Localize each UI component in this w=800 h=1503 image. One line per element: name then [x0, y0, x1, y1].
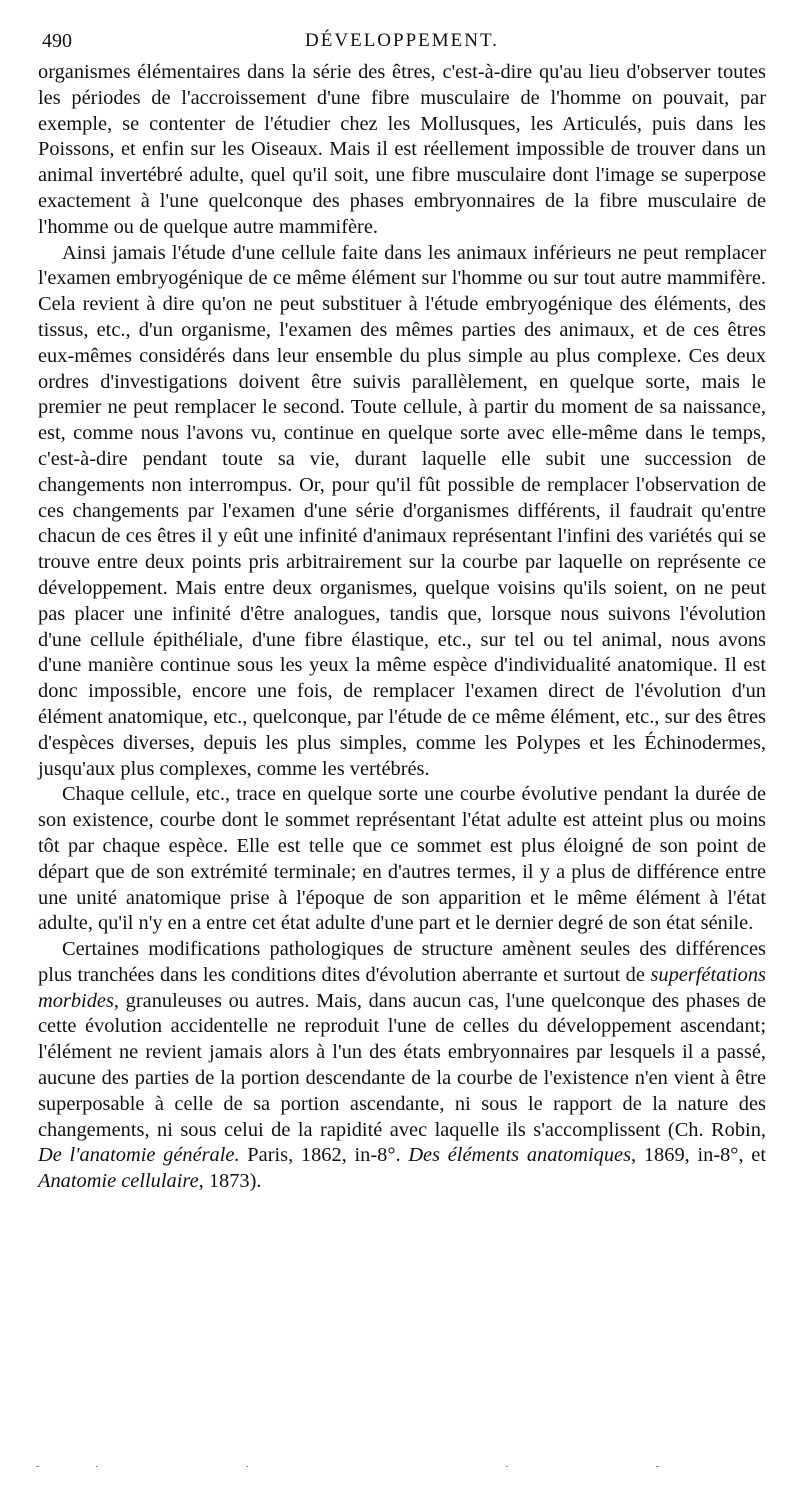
- paragraph: [38, 937, 766, 1195]
- body-text: [38, 60, 766, 1195]
- text-run: , 1869, in-8°, et: [631, 1144, 767, 1167]
- text-run: Certaines modifications pathologiques de structure amènent seules des différences plus tranchées dans les conditions dites d'évolution aberrante et surtout de: [38, 938, 766, 986]
- italic-citation: superfétations morbides: [38, 963, 766, 1012]
- paragraph: [38, 60, 766, 241]
- page-header: [38, 28, 766, 54]
- text-run: Chaque cellule, etc., trace en quelque sorte une courbe évolutive pendant la durée de son existence, courbe dont le sommet représentant l'état adulte est atteint plus ou moins tôt par chaque espèce. Elle est telle que ce sommet est plus éloigné de son point de départ que de son extrémité terminale; en d'autres termes, il y a plus de différence entre une unité anatomique prise à l'époque de son apparition et le même élément à l'état adulte, qu'il n'y en a entre cet état adulte d'une part et le dernier degré de son état sénile.: [38, 783, 766, 935]
- italic-citation: Anatomie cellulaire: [38, 1170, 199, 1193]
- italic-citation: De l'anatomie générale.: [38, 1144, 240, 1167]
- scan-speck: [246, 1466, 248, 1467]
- italic-citation: Des éléments anatomiques: [408, 1144, 632, 1167]
- scan-speck: [36, 1466, 39, 1467]
- paragraph: [38, 241, 766, 783]
- text-run: Paris, 1862, in-8°.: [239, 1144, 409, 1167]
- text-run: , granuleuses ou autres. Mais, dans aucun cas, l'une quelconque des phases de cette évolution accidentelle ne reproduit l'une de celles du développement ascendant; l'élément ne revient jamais alors à l'un des états embryonnaires par lesquels il a passé, aucune des parties de la portion descendante de la courbe de l'existence n'en vient à être superposable à celle de sa portion ascendante, ni sous le rapport de la nature des changements, ni sous celui de la rapidité avec laquelle ils s'accomplissent (Ch. Robin,: [38, 989, 766, 1141]
- running-head: DÉVELOPPEMENT.: [305, 30, 499, 51]
- scan-speck: [506, 1466, 508, 1467]
- text-run: , 1873).: [198, 1170, 262, 1193]
- text-run: organismes élémentaires dans la série des êtres, c'est-à-dire qu'au lieu d'observer toutes les périodes de l'accroissement d'une fibre musculaire de l'homme on pouvait, par exemple, se contenter de l'étudier chez les Mollusques, les Articulés, puis dans les Poissons, et enfin sur les Oiseaux. Mais il est réellement impossible de trouver dans un animal invertébré adulte, quel qu'il soit, une fibre musculaire dont l'image se superpose exactement à l'une quelconque des phases embryonnaires de la fibre musculaire de l'homme ou de quelque autre mammifère.: [38, 61, 766, 238]
- page-number: 490: [42, 30, 72, 52]
- book-page: [38, 28, 766, 1195]
- scan-speck: [96, 1466, 98, 1467]
- scan-specks: [36, 1466, 736, 1468]
- text-run: Ainsi jamais l'étude d'une cellule faite dans les animaux inférieurs ne peut remplacer l'examen embryogénique de ce même élément sur l'homme ou sur tout autre mammifère. Cela revient à dire qu'on ne peut substituer à l'étude embryogénique des éléments, des tissus, etc., d'un organisme, l'examen des mêmes parties des animaux, et de ces êtres eux-mêmes considérés dans leur ensemble du plus simple au plus complexe. Ces deux ordres d'investigations doivent être suivis parallèlement, en quelque sorte, mais le premier ne peut remplacer le second. Toute cellule, à partir du moment de sa naissance, est, comme nous l'avons vu, continue en quelque sorte avec elle-même dans le temps, c'est-à-dire pendant toute sa vie, durant laquelle elle subit une succession de changements non interrompus. Or, pour qu'il fût possible de remplacer l'observation de ces changements par l'examen d'une série d'organismes différents, il faudrait qu'entre chacun de ces êtres il y eût une infinité d'animaux représentant l'infini des variétés qui se trouve entre deux points pris arbitrairement sur la courbe par laquelle on représente ce développement. Mais entre deux organismes, quelque voisins qu'ils soient, on ne peut pas placer une infinité d'être analogues, tandis que, lorsque nous suivons l'évolution d'une cellule épithéliale, d'une fibre élastique, etc., sur tel ou tel animal, nous avons d'une manière continue sous les yeux la même espèce d'individualité anatomique. Il est donc impossible, encore une fois, de remplacer l'examen direct de l'évolution d'un élément anatomique, etc., quelconque, par l'étude de ce même élément, etc., sur des êtres d'espèces diverses, depuis les plus simples, comme les Polypes et les Échinodermes, jusqu'aux plus complexes, comme les vertébrés.: [38, 241, 766, 780]
- scan-speck: [656, 1466, 659, 1467]
- paragraph: [38, 782, 766, 937]
